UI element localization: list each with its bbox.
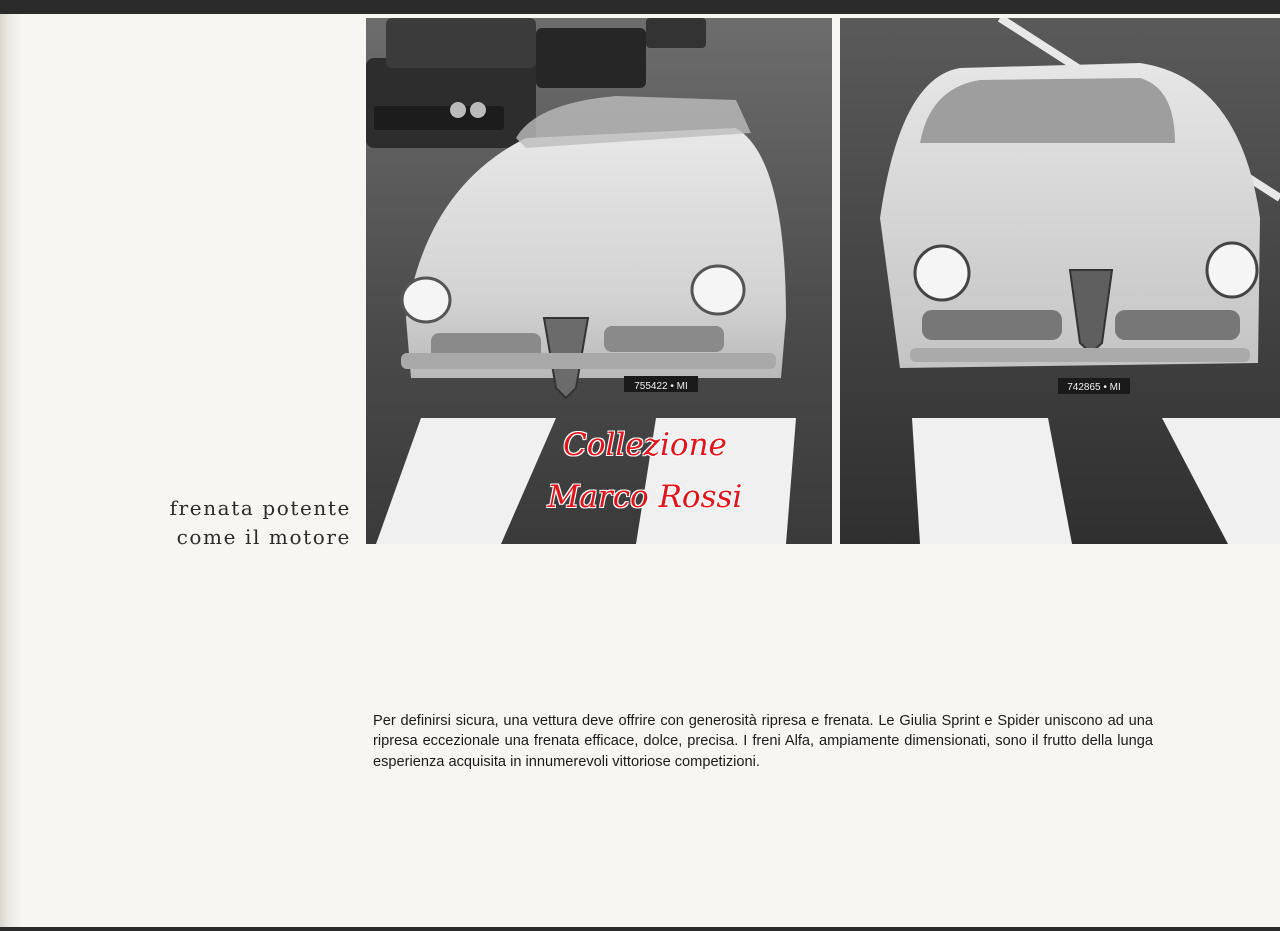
plate-right: 742865 • MI bbox=[1067, 382, 1121, 393]
watermark-line-1: Collezione bbox=[563, 427, 727, 463]
page-binding-edge bbox=[0, 14, 22, 927]
collection-watermark bbox=[520, 419, 770, 523]
plate-left: 755422 • MI bbox=[634, 381, 688, 392]
brochure-page bbox=[0, 14, 1280, 927]
photo-sprint bbox=[840, 18, 1280, 544]
photo-sprint-image bbox=[840, 18, 1280, 544]
watermark-line-2: Marco Rossi bbox=[547, 479, 743, 515]
caption-line-2: come il motore bbox=[176, 525, 351, 549]
caption-line-1: frenata potente bbox=[169, 496, 351, 520]
body-paragraph: Per definirsi sicura, una vettura deve offrire con generosità ripresa e frenata. Le Giulia Sprint e Spider uniscono ad una ripresa eccezionale una frenata efficace, dolce, precisa. I freni Alfa, ampiamente dimensionati, sono il frutto della lunga esperienza acquisita in innumerevoli vittoriose competizioni. bbox=[373, 712, 1153, 770]
caption-heading bbox=[170, 494, 351, 552]
